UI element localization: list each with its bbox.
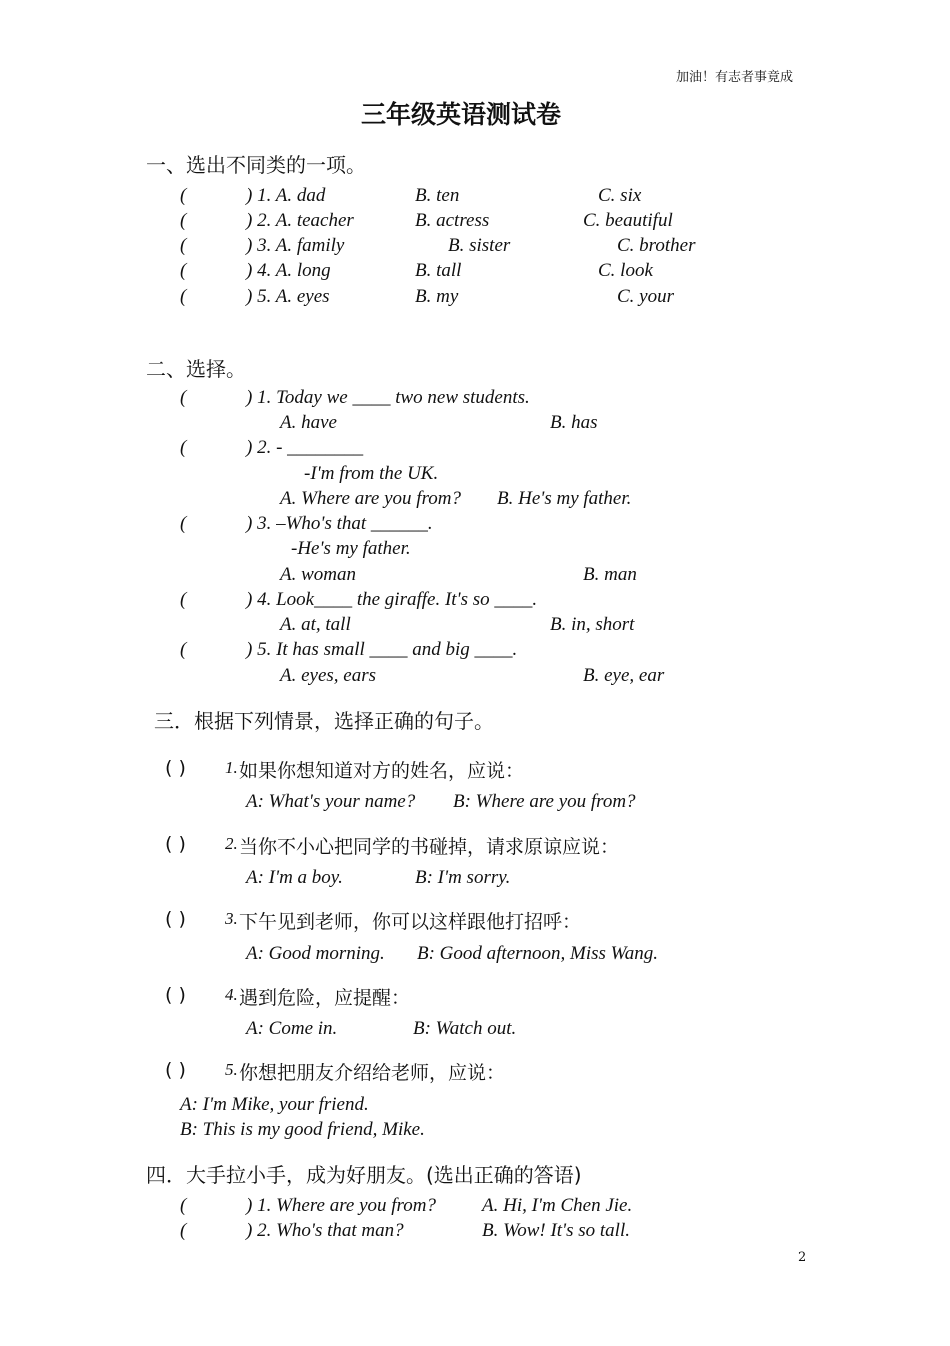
question-text: 当你不小心把同学的书碰掉，请求原谅应说： xyxy=(239,836,620,858)
answer-paren: ( xyxy=(180,286,187,307)
dialogue-line: -He's my father. xyxy=(291,538,411,559)
answer-option: B. Wow! It's so tall. xyxy=(482,1220,630,1241)
option-b: B. tall xyxy=(415,260,462,281)
question-text: ) 4. Look____ the giraffe. It's so ____. xyxy=(246,589,538,610)
option-a: A: What's your name? xyxy=(246,791,416,812)
answer-paren: ( ) xyxy=(165,757,186,779)
option-a: A. Where are you from? xyxy=(280,488,461,509)
option-c: C. brother xyxy=(617,235,696,256)
question-text: 如果你想知道对方的姓名，应说： xyxy=(239,760,525,782)
dialogue-line: -I'm from the UK. xyxy=(304,463,439,484)
option-a: A. have xyxy=(280,412,337,433)
option-b: B: Watch out. xyxy=(413,1018,517,1039)
question-text: ) 1. Where are you from? xyxy=(246,1195,436,1216)
question-number: 2. xyxy=(225,834,238,853)
question-text: ) 4. A. long xyxy=(246,260,331,281)
answer-paren: ( xyxy=(180,260,187,281)
option-c: C. six xyxy=(598,185,642,206)
answer-paren: ( xyxy=(180,513,187,534)
answer-paren: ( xyxy=(180,437,187,458)
question-text: ) 1. A. dad xyxy=(246,185,326,206)
question-text: ) 5. It has small ____ and big ____. xyxy=(246,639,518,660)
option-c: C. your xyxy=(617,286,674,307)
question-text: ) 2. Who's that man? xyxy=(246,1220,404,1241)
option-c: C. look xyxy=(598,260,653,281)
answer-paren: ( xyxy=(180,1220,187,1241)
section-1-heading: 一、选出不同类的一项。 xyxy=(146,153,366,177)
answer-paren: ( ) xyxy=(165,833,186,855)
answer-option: A. Hi, I'm Chen Jie. xyxy=(482,1195,633,1216)
question-text: 你想把朋友介绍给老师，应说： xyxy=(239,1062,506,1084)
option-a: A: Come in. xyxy=(246,1018,338,1039)
option-a: A: I'm a boy. xyxy=(246,867,343,888)
option-c: C. beautiful xyxy=(583,210,673,231)
page-number: 2 xyxy=(798,1250,807,1265)
question-text: 遇到危险，应提醒： xyxy=(239,987,411,1009)
header-motto: 加油！有志者事竟成 xyxy=(676,70,794,85)
question-text: ) 2. - ________ xyxy=(246,437,364,458)
question-text: 下午见到老师，你可以这样跟他打招呼： xyxy=(239,911,582,933)
answer-paren: ( ) xyxy=(165,1059,186,1081)
question-text: ) 3. –Who's that ______. xyxy=(246,513,433,534)
question-number: 1. xyxy=(225,758,238,777)
question-number: 3. xyxy=(225,909,238,928)
option-b: B. He's my father. xyxy=(497,488,632,509)
section-4-heading: 四．大手拉小手，成为好朋友。(选出正确的答语) xyxy=(146,1163,582,1187)
option-a: A. eyes, ears xyxy=(280,665,377,686)
answer-paren: ( xyxy=(180,235,187,256)
option-a: A. at, tall xyxy=(280,614,351,635)
answer-paren: ( ) xyxy=(165,908,186,930)
option-b: B. man xyxy=(583,564,637,585)
option-b: B. in, short xyxy=(550,614,635,635)
option-a: A: I'm Mike, your friend. xyxy=(180,1094,369,1115)
page-title: 三年级英语测试卷 xyxy=(361,100,562,129)
answer-paren: ( xyxy=(180,185,187,206)
option-a: A. woman xyxy=(280,564,356,585)
question-number: 4. xyxy=(225,985,238,1004)
option-b: B: I'm sorry. xyxy=(415,867,511,888)
option-b: B: Good afternoon, Miss Wang. xyxy=(417,943,659,964)
option-b: B. actress xyxy=(415,210,490,231)
option-b: B. my xyxy=(415,286,459,307)
option-b: B. ten xyxy=(415,185,460,206)
option-b: B: This is my good friend, Mike. xyxy=(180,1119,425,1140)
question-text: ) 3. A. family xyxy=(246,235,345,256)
question-text: ) 2. A. teacher xyxy=(246,210,354,231)
question-text: ) 1. Today we ____ two new students. xyxy=(246,387,530,408)
option-a: A: Good morning. xyxy=(246,943,385,964)
option-b: B. has xyxy=(550,412,598,433)
option-b: B: Where are you from? xyxy=(453,791,636,812)
answer-paren: ( xyxy=(180,639,187,660)
option-b: B. sister xyxy=(448,235,511,256)
answer-paren: ( ) xyxy=(165,984,186,1006)
answer-paren: ( xyxy=(180,387,187,408)
answer-paren: ( xyxy=(180,589,187,610)
answer-paren: ( xyxy=(180,1195,187,1216)
question-number: 5. xyxy=(225,1060,238,1079)
section-3-heading: 三．根据下列情景，选择正确的句子。 xyxy=(154,709,494,733)
question-text: ) 5. A. eyes xyxy=(246,286,330,307)
answer-paren: ( xyxy=(180,210,187,231)
section-2-heading: 二、选择。 xyxy=(146,357,246,381)
option-b: B. eye, ear xyxy=(583,665,665,686)
